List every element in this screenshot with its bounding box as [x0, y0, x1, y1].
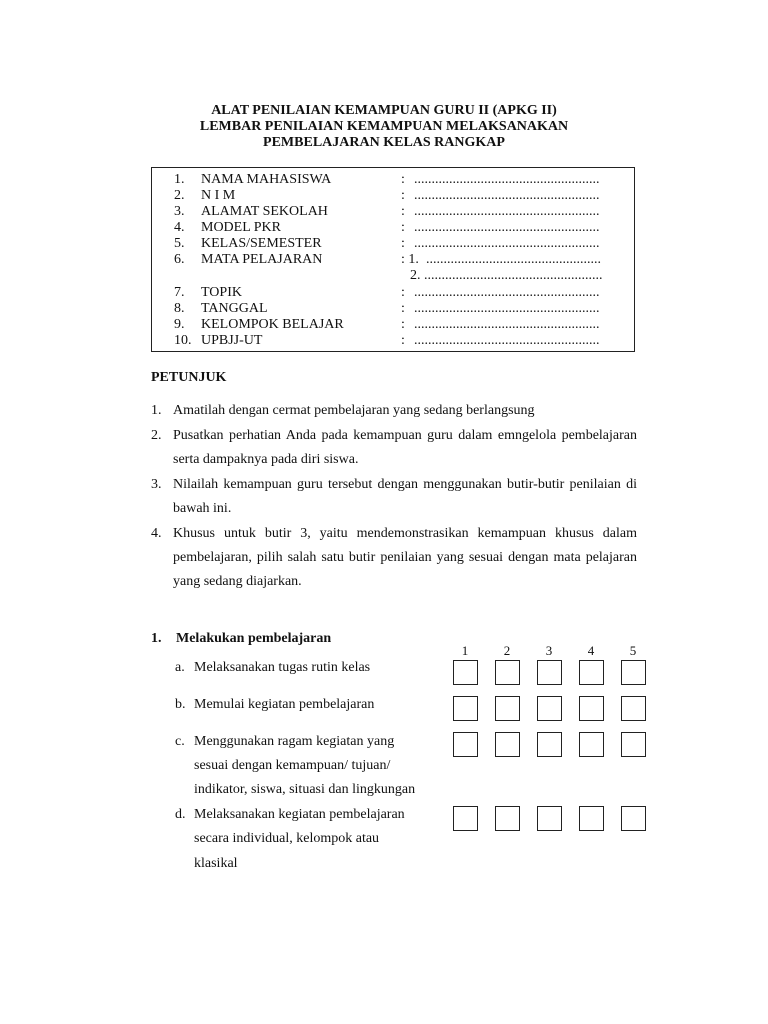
score-box-a-2[interactable] [495, 660, 520, 685]
instructions-heading: PETUNJUK [151, 370, 227, 385]
score-box-d-4[interactable] [579, 806, 604, 831]
score-box-b-3[interactable] [537, 696, 562, 721]
score-box-b-5[interactable] [621, 696, 646, 721]
instruction-text: Amatilah dengan cermat pembelajaran yang sedang berlangsung [173, 403, 535, 418]
scale-label-4: 4 [587, 643, 595, 658]
item-text: klasikal [194, 856, 238, 871]
field-label-date: TANGGAL [201, 301, 268, 316]
instruction-text: serta dampaknya pada diri siswa. [173, 452, 359, 467]
score-box-c-4[interactable] [579, 732, 604, 757]
field-label-topic: TOPIK [201, 285, 242, 300]
score-box-d-1[interactable] [453, 806, 478, 831]
field-label-model: MODEL PKR [201, 220, 281, 235]
item-text: Menggunakan ragam kegiatan yang [194, 734, 395, 749]
field-number: 5. [174, 236, 185, 251]
field-label-study-group: KELOMPOK BELAJAR [201, 317, 344, 332]
score-box-b-4[interactable] [579, 696, 604, 721]
instruction-number: 3. [151, 477, 162, 492]
field-number: 9. [174, 317, 185, 332]
item-letter: b. [175, 697, 186, 712]
form-title: ALAT PENILAIAN KEMAMPUAN GURU II (APKG II) [211, 103, 557, 118]
field-number: 1. [174, 172, 185, 187]
field-number: 2. [174, 188, 185, 203]
field-value-school-address[interactable]: ..................................................... [414, 204, 600, 219]
field-value-class-semester[interactable]: ..................................................... [414, 236, 600, 251]
field-separator: : [401, 333, 405, 348]
item-text: Melaksanakan kegiatan pembelajaran [194, 807, 405, 822]
field-value-date[interactable]: ..................................................... [414, 301, 600, 316]
instruction-number: 2. [151, 428, 162, 443]
score-box-a-3[interactable] [537, 660, 562, 685]
instruction-number: 4. [151, 526, 162, 541]
score-box-c-1[interactable] [453, 732, 478, 757]
field-label-upbjj: UPBJJ-UT [201, 333, 263, 348]
scale-label-2: 2 [503, 643, 511, 658]
field-value-name[interactable]: ..................................................... [414, 172, 600, 187]
field-number: 7. [174, 285, 185, 300]
field-label-nim: N I M [201, 188, 236, 203]
field-label-subject: MATA PELAJARAN [201, 252, 323, 267]
item-letter: d. [175, 807, 186, 822]
field-value-model[interactable]: ..................................................... [414, 220, 600, 235]
field-value-subject-1[interactable]: .................................................. [426, 252, 601, 267]
item-letter: a. [175, 660, 185, 675]
field-value-subject-2[interactable]: 2. ................................................... [410, 268, 603, 283]
scale-label-3: 3 [545, 643, 553, 658]
field-label-class-semester: KELAS/SEMESTER [201, 236, 322, 251]
score-box-a-4[interactable] [579, 660, 604, 685]
score-box-a-5[interactable] [621, 660, 646, 685]
field-separator: : 1. [401, 252, 419, 267]
scale-label-5: 5 [629, 643, 637, 658]
field-separator: : [401, 317, 405, 332]
score-box-b-2[interactable] [495, 696, 520, 721]
item-text: Melaksanakan tugas rutin kelas [194, 660, 371, 675]
field-separator: : [401, 236, 405, 251]
item-letter: c. [175, 734, 185, 749]
instruction-text: Pusatkan perhatian Anda pada kemampuan guru dalam emngelola pembelajaran [173, 428, 637, 443]
field-value-topic[interactable]: ..................................................... [414, 285, 600, 300]
instruction-text: Nilailah kemampuan guru tersebut dengan menggunakan butir-butir penilaian di [173, 477, 637, 492]
field-number: 8. [174, 301, 185, 316]
scale-label-1: 1 [461, 643, 469, 658]
field-separator: : [401, 204, 405, 219]
item-text: indikator, siswa, situasi dan lingkungan [194, 782, 416, 797]
field-value-upbjj[interactable]: ..................................................... [414, 333, 600, 348]
field-label-school-address: ALAMAT SEKOLAH [201, 204, 328, 219]
score-box-c-3[interactable] [537, 732, 562, 757]
score-box-c-2[interactable] [495, 732, 520, 757]
instruction-text: yang sedang diajarkan. [173, 574, 302, 589]
field-separator: : [401, 188, 405, 203]
score-box-d-3[interactable] [537, 806, 562, 831]
instruction-text: pembelajaran, pilih salah satu butir penilaian yang sesuai dengan mata pelajaran [173, 550, 637, 565]
field-separator: : [401, 220, 405, 235]
field-number: 4. [174, 220, 185, 235]
item-text: Memulai kegiatan pembelajaran [194, 697, 375, 712]
field-value-study-group[interactable]: ..................................................... [414, 317, 600, 332]
section-title: Melakukan pembelajaran [176, 631, 332, 646]
score-box-c-5[interactable] [621, 732, 646, 757]
instruction-text: bawah ini. [173, 501, 232, 516]
instruction-text: Khusus untuk butir 3, yaitu mendemonstrasikan kemampuan khusus dalam [173, 526, 637, 541]
section-number: 1. [151, 631, 162, 646]
score-box-d-5[interactable] [621, 806, 646, 831]
field-number: 10. [174, 333, 192, 348]
field-separator: : [401, 285, 405, 300]
score-box-a-1[interactable] [453, 660, 478, 685]
form-subtitle: LEMBAR PENILAIAN KEMAMPUAN MELAKSANAKAN [199, 119, 569, 134]
score-box-b-1[interactable] [453, 696, 478, 721]
field-label-name: NAMA MAHASISWA [201, 172, 332, 187]
item-text: sesuai dengan kemampuan/ tujuan/ [194, 758, 391, 773]
item-text: secara individual, kelompok atau [194, 831, 380, 846]
field-separator: : [401, 301, 405, 316]
form-subtitle-2: PEMBELAJARAN KELAS RANGKAP [263, 135, 505, 150]
field-separator: : [401, 172, 405, 187]
field-number: 6. [174, 252, 185, 267]
field-value-nim[interactable]: ..................................................... [414, 188, 600, 203]
score-box-d-2[interactable] [495, 806, 520, 831]
instruction-number: 1. [151, 403, 162, 418]
field-number: 3. [174, 204, 185, 219]
